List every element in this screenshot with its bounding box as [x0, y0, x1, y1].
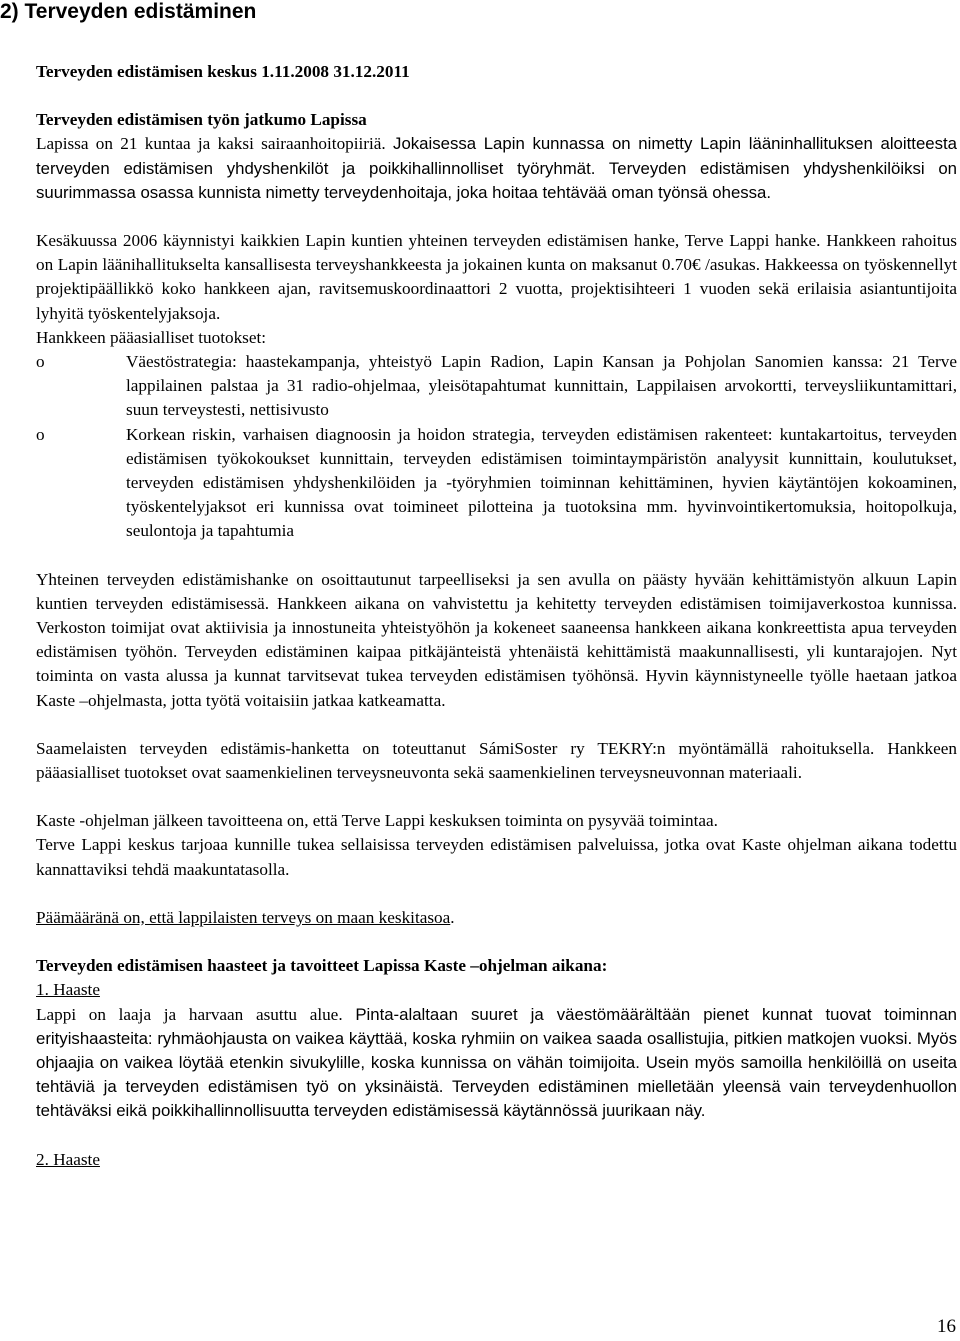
- challenge-1-rest: Pinta-alaltaan suuret ja väestömäärältään pienet kunnat tuovat toiminnan erityishaasteita: ryhmäohjausta on vaikea käyttää, koska ryhmiin on vaikea saada osallistujia, pitkien matkojen vuoksi. Myös ohjaajia on vaikea löytää etenkin sivukylille, koska kunnissa on vähän toimijoita. Usein myös samoilla henkilöillä on useita tehtäviä ja terveyden edistämisen työ on yksinäistä. Terveyden edistäminen mielletään yleensä vain terveydenhuollon tehtäväksi eikä poikkihallinnollisuutta terveyden edistämisessä käytännössä juurikaan näy.: [36, 1004, 957, 1121]
- bullet-marker: o: [36, 352, 45, 372]
- goal-underlined-text: Päämääränä on, että lappilaisten terveys on maan keskitasoa: [36, 907, 451, 927]
- section-heading: 2) Terveyden edistäminen: [0, 0, 257, 23]
- sami-paragraph: Saamelaisten terveyden edistämis-hanketta on toteuttanut SámiSoster ry TEKRY:n myöntämällä rahoituksella. Hankkeen pääasialliset tuotokset ovat saamenkielinen terveysneuvonta sekä saamenkielinen terveysneuvonnan materiaali.: [36, 738, 957, 783]
- network-paragraph: Yhteinen terveyden edistämishanke on osoittautunut tarpeelliseksi ja sen avulla on päästy hyvään kehittämistyön alkuun Lapin kuntien terveyden edistämisessä. Hankkeen aikana on vahvistettu ja kehitetty terveyden edistämisen toimijaverkostoa kunnissa. Verkoston toimijat ovat aktiivisia ja innostuneita yhteistyöhön ja kokeneet saaneensa hankkeen aikana konkreettista apua terveyden edistämisen työhön. Terveyden edistäminen kaipaa pitkäjänteistä yhtenäistä kehittämistä maakunnallisesti, yli kuntarajojen. Nyt toiminta on vasta alussa ja kunnat tarvitsevat tukea terveyden edistämisen työhönsä. Hyvin käynnistyneelle työlle haetaan jatkoa Kaste –ohjelmasta, jotta työtä voitaisiin jatkaa katkeamatta.: [36, 569, 957, 710]
- kaste-line-1: Kaste -ohjelman jälkeen tavoitteena on, että Terve Lappi keskuksen toiminta on pysyvää toimintaa.: [36, 811, 718, 831]
- list-item-text: Väestöstrategia: haastekampanja, yhteistyö Lapin Radion, Lapin Kansan ja Pohjolan Sanomien kanssa: 21 Terve lappilainen palstaa ja 31 radio-ohjelmaa, yleisötapahtumat kunnittain, Lappilaisen arvokortti, terveysliikuntamittari, suun terveystesti, nettisivusto: [126, 352, 957, 420]
- continuity-title: Terveyden edistämisen työn jatkumo Lapissa: [36, 110, 367, 130]
- challenges-title: Terveyden edistämisen haasteet ja tavoitteet Lapissa Kaste –ohjelman aikana:: [36, 956, 608, 976]
- center-title: Terveyden edistämisen keskus 1.11.2008 31.12.2011: [36, 62, 410, 81]
- goal-period: .: [450, 907, 455, 927]
- list-item-text: Korkean riskin, varhaisen diagnoosin ja hoidon strategia, terveyden edistämisen rakenteet: kuntakartoitus, terveyden edistämisen työkokoukset kunnittain, terveyden edistämisen toimintaympäristön analyysit kunnittain, koulutukset, terveyden edistämisen yhdyshenkilöiden ja -työryhmien toiminnan kehittäminen, hyvien käytäntöjen kokoaminen, työskentelyjaksot eri kunnissa ovat toimineet pilotteina ja tuotoksina mm. hyvinvointikertomuksia, hoitopolkuja, seulontoja ja tapahtumia: [126, 424, 957, 541]
- outputs-label: Hankkeen pääasialliset tuotokset:: [36, 327, 267, 347]
- challenge-1-paragraph: [36, 1003, 957, 1124]
- list-item: [36, 350, 957, 423]
- intro-paragraph: [36, 132, 957, 205]
- challenge-2-label: 2. Haaste: [36, 1149, 100, 1169]
- outputs-list: [36, 350, 957, 544]
- challenge-1-first-sentence: Lappi on laaja ja harvaan asuttu alue.: [36, 1004, 343, 1024]
- document-body: [36, 60, 957, 1172]
- page-number: 16: [937, 1316, 956, 1337]
- bullet-marker: o: [36, 424, 45, 444]
- intro-sans-text: Jokaisessa Lapin kunnassa on nimetty Lapin lääninhallituksen aloitteesta terveyden edistämisen yhdyshenkilöt ja poikkihallinnolliset työryhmät. Terveyden edistämisen yhdyshenkilöiksi on suurimmassa osassa kunnista nimetty terveydenhoitaja, joka hoitaa tehtävää oman työnsä ohessa.: [36, 134, 957, 202]
- intro-serif-text: Lapissa on 21 kuntaa ja kaksi sairaanhoitopiiriä.: [36, 134, 386, 154]
- challenge-1-label: 1. Haaste: [36, 980, 100, 1000]
- goal-sentence: [36, 906, 957, 930]
- kaste-line-2: Terve Lappi keskus tarjoaa kunnille tukea sellaisissa terveyden edistämisen palveluissa, jotka ovat Kaste ohjelman aikana todettu kannattaviksi tehdä maakuntatasolla.: [36, 835, 957, 879]
- list-item: [36, 423, 957, 544]
- project-intro-paragraph: Kesäkuussa 2006 käynnistyi kaikkien Lapin kuntien yhteinen terveyden edistämisen hanke, Terve Lappi hanke. Hankkeen rahoitus on Lapin läänihallitukselta kansallisesta terveyshankkeesta ja jokainen kunta on maksanut 0.70€ /asukas. Hakkeessa on työskennellyt projektipäällikkö koko hankkeen ajan, ravitsemuskoordinaattori 2 vuotta, projektisihteeri 1 vuoden sekä erilaisia asiantuntijoita lyhyitä työskentelyjaksoja.: [36, 231, 957, 323]
